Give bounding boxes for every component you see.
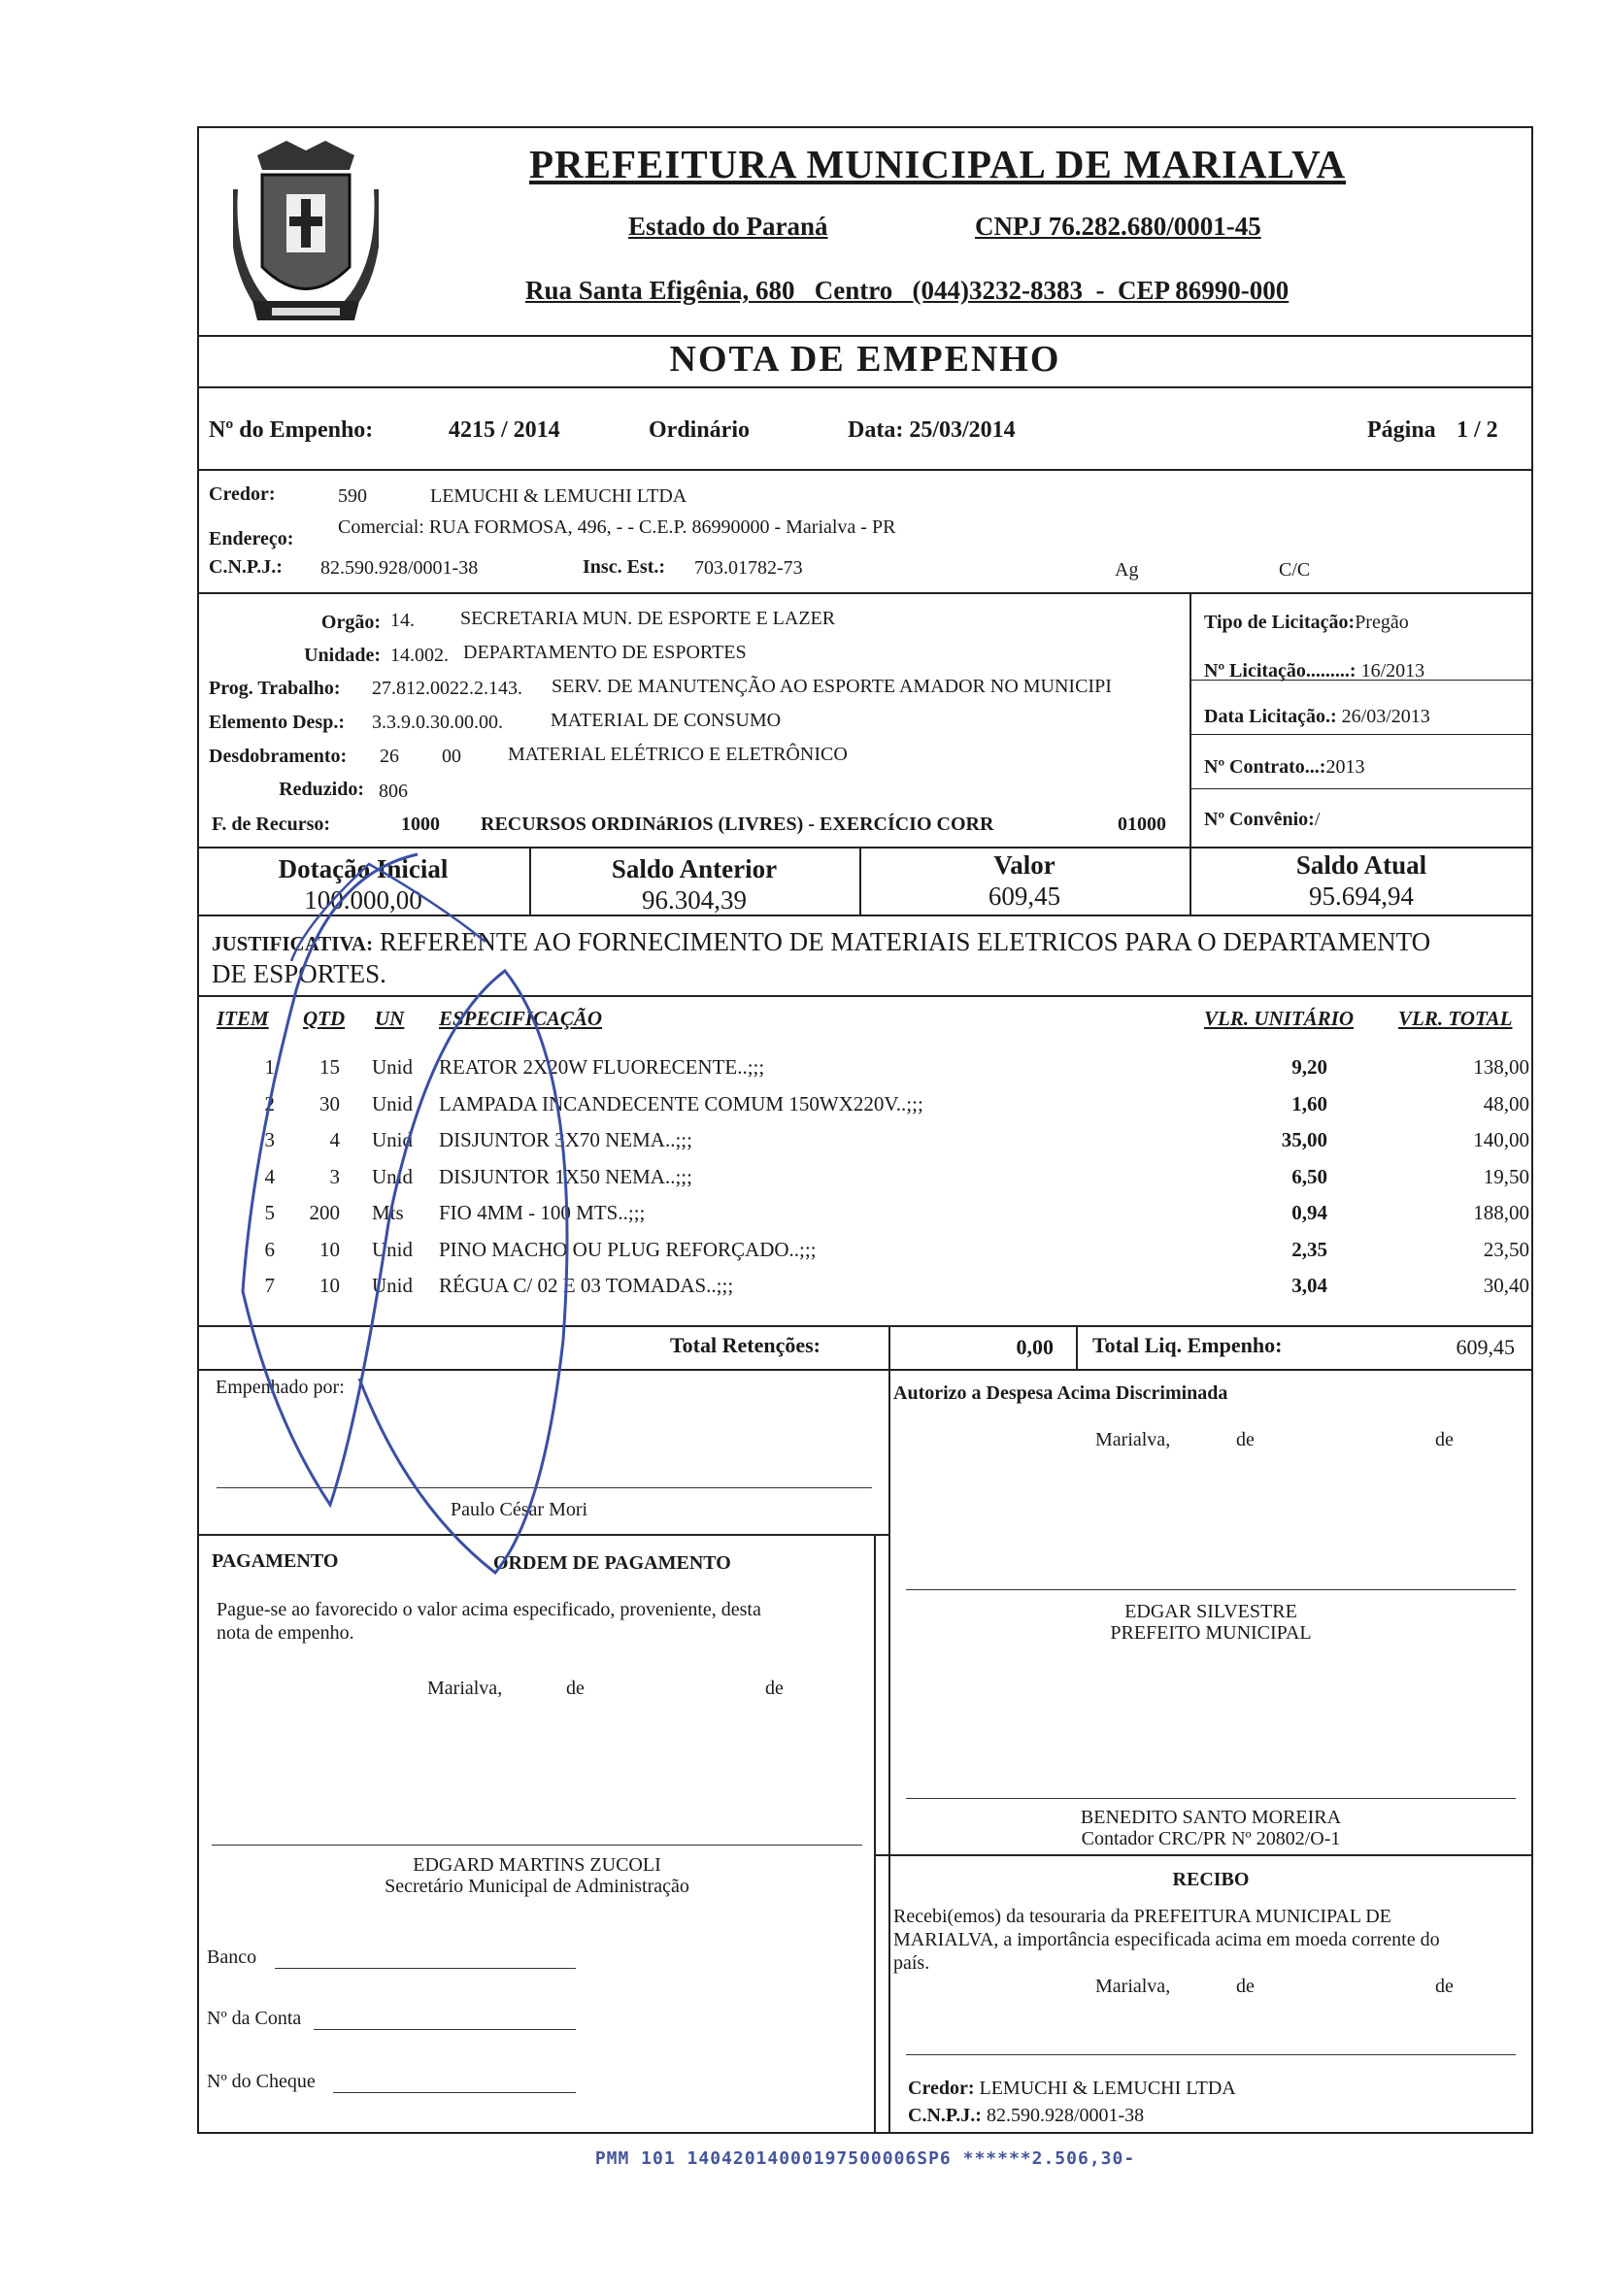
item-un: Unid [372, 1055, 413, 1079]
contador-name: BENEDITO SANTO MOREIRA [1080, 1807, 1342, 1828]
recibo-de-1: de [1236, 1976, 1255, 1997]
justificativa-text-line2: DE ESPORTES. [212, 959, 386, 988]
prog-label: Prog. Trabalho: [209, 678, 341, 699]
credor-insc: 703.01782-73 [694, 557, 803, 579]
contrato-value: 2013 [1325, 756, 1365, 778]
item-vunit: 35,00 [1281, 1128, 1327, 1151]
total-retencoes-value: 0,00 [1016, 1335, 1054, 1359]
item-qtd: 4 [329, 1128, 340, 1151]
elemento-label: Elemento Desp.: [209, 712, 345, 733]
item-vunit: 2,35 [1291, 1237, 1327, 1261]
credor-code: 590 [338, 485, 367, 507]
state-label: Estado do Paraná [628, 212, 828, 241]
pagamento-de-2: de [765, 1678, 784, 1699]
recibo-text-line1: Recebi(emos) da tesouraria da PREFEITURA MUNICIPAL DE [893, 1906, 1391, 1927]
credor-name: LEMUCHI & LEMUCHI LTDA [430, 485, 687, 507]
page-number: 1 / 2 [1457, 417, 1498, 443]
dotacao-label: Dotação Inicial [278, 854, 449, 883]
item-qtd: 200 [309, 1201, 340, 1224]
contrato-label: Nº Contrato...: [1204, 756, 1326, 778]
col-item: ITEM [217, 1007, 269, 1030]
item-un: Unid [372, 1274, 413, 1297]
pagamento-text-line1: Pague-se ao favorecido o valor acima especificado, proveniente, desta [217, 1599, 761, 1620]
orgao-code: 14. [390, 610, 415, 631]
empenho-type: Ordinário [649, 417, 751, 443]
fonte-number: 01000 [1118, 814, 1166, 835]
saldo-atual-value: 95.694,94 [1309, 882, 1414, 911]
cc-label: C/C [1279, 559, 1311, 581]
recibo-de-2: de [1435, 1976, 1454, 1997]
unidade-code: 14.002. [390, 645, 449, 666]
secretario-name: EDGARD MARTINS ZUCOLI [413, 1854, 661, 1876]
item-vunit: 3,04 [1291, 1274, 1327, 1297]
recibo-title: RECIBO [1172, 1869, 1250, 1890]
item-esp: LAMPADA INCANDECENTE COMUM 150WX220V..;;; [439, 1091, 923, 1115]
item-vunit: 6,50 [1291, 1164, 1327, 1188]
autorizo-city: Marialva, [1095, 1429, 1171, 1450]
address-field-label: Endereço: [209, 528, 294, 549]
prefeito-name: EDGAR SILVESTRE [1124, 1601, 1297, 1622]
item-un: Mts [372, 1201, 404, 1224]
prefeito-role: PREFEITO MUNICIPAL [1110, 1622, 1312, 1644]
cheque-label: Nº do Cheque [207, 2071, 316, 2092]
orgao-name: SECRETARIA MUN. DE ESPORTE E LAZER [460, 608, 836, 629]
credor-address: Comercial: RUA FORMOSA, 496, - - C.E.P. 86990000 - Marialva - PR [338, 516, 896, 538]
num-licitacao-value: 16/2013 [1360, 660, 1425, 682]
item-un: Unid [372, 1128, 413, 1151]
justificativa-text-line1: REFERENTE AO FORNECIMENTO DE MATERIAIS ELETRICOS PARA O DEPARTAMENTO [379, 927, 1431, 956]
credor-cnpj: 82.590.928/0001-38 [320, 557, 479, 579]
pagamento-de-1: de [566, 1678, 585, 1699]
dotacao-value: 100.000,00 [304, 885, 422, 915]
fonte-label: F. de Recurso: [212, 814, 331, 835]
recibo-city: Marialva, [1095, 1976, 1171, 1997]
reduzido-label: Reduzido: [279, 779, 364, 800]
pagamento-city: Marialva, [427, 1678, 503, 1699]
desdobramento-code1: 26 [380, 746, 399, 767]
item-esp: PINO MACHO OU PLUG REFORÇADO..;;; [439, 1237, 817, 1261]
saldo-anterior-label: Saldo Anterior [611, 854, 778, 883]
fonte-name: RECURSOS ORDINáRIOS (LIVRES) - EXERCÍCIO CORR [481, 814, 994, 835]
col-valor-unitario: VLR. UNITÁRIO [1204, 1007, 1355, 1030]
orgao-label: Orgão: [320, 612, 381, 633]
recibo-credor-name: LEMUCHI & LEMUCHI LTDA [979, 2078, 1236, 2099]
item-item: 6 [264, 1237, 275, 1261]
recibo-cnpj-value: 82.590.928/0001-38 [986, 2105, 1145, 2126]
recibo-text-line2: MARIALVA, a importância especificada acima em moeda corrente do [893, 1929, 1440, 1950]
item-item: 2 [264, 1091, 275, 1115]
col-especificacao: ESPECIFICAÇÃO [439, 1007, 603, 1030]
item-item: 5 [264, 1201, 275, 1224]
doc-title: NOTA DE EMPENHO [669, 339, 1061, 380]
item-vunit: 9,20 [1291, 1055, 1327, 1079]
desdobramento-name: MATERIAL ELÉTRICO E ELETRÔNICO [508, 744, 848, 765]
convenio-value: / [1314, 809, 1321, 830]
item-esp: DISJUNTOR 1X50 NEMA..;;; [439, 1164, 692, 1188]
item-vtotal: 188,00 [1473, 1201, 1529, 1224]
item-item: 4 [264, 1164, 275, 1188]
total-liquido-label: Total Liq. Empenho: [1092, 1333, 1283, 1357]
ordem-pagamento-title: ORDEM DE PAGAMENTO [493, 1552, 731, 1574]
item-vtotal: 138,00 [1473, 1055, 1529, 1079]
total-retencoes-label: Total Retenções: [670, 1333, 821, 1357]
col-un: UN [375, 1007, 405, 1030]
col-valor-total: VLR. TOTAL [1398, 1007, 1513, 1030]
empenho-label: Nº do Empenho: [209, 417, 374, 443]
data-licitacao-value: 26/03/2013 [1341, 706, 1430, 727]
item-esp: REATOR 2X20W FLUORECENTE..;;; [439, 1055, 765, 1079]
col-qtd: QTD [303, 1007, 346, 1030]
item-qtd: 3 [329, 1164, 340, 1188]
item-vunit: 0,94 [1291, 1201, 1327, 1224]
item-un: Unid [372, 1091, 413, 1115]
item-un: Unid [372, 1164, 413, 1188]
item-un: Unid [372, 1237, 413, 1261]
tipo-licitacao-value: Pregão [1355, 612, 1409, 633]
item-qtd: 30 [319, 1091, 340, 1115]
unidade-label: Unidade: [304, 645, 381, 666]
justificativa-label: JUSTIFICATIVA: [212, 932, 374, 955]
unidade-name: DEPARTAMENTO DE ESPORTES [463, 642, 747, 663]
footer-print-code: PMM 101 14042014000197500006SP6 ******2.506,30- [594, 2148, 1136, 2169]
valor-value: 609,45 [988, 882, 1061, 911]
page-label: Página [1367, 417, 1436, 443]
item-item: 7 [264, 1274, 275, 1297]
autorizo-de-1: de [1236, 1429, 1255, 1450]
cnpj-field-label: C.N.P.J.: [209, 556, 283, 578]
desdobramento-label: Desdobramento: [209, 746, 348, 767]
item-qtd: 10 [319, 1274, 340, 1297]
empenhado-signatory: Paulo César Mori [451, 1499, 588, 1520]
recibo-credor-label: Credor: [908, 2078, 975, 2099]
item-vtotal: 19,50 [1483, 1164, 1529, 1188]
prog-name: SERV. DE MANUTENÇÃO AO ESPORTE AMADOR NO MUNICIPI [552, 676, 1112, 697]
total-liquido-value: 609,45 [1456, 1335, 1515, 1359]
contador-role: Contador CRC/PR Nº 20802/O-1 [1081, 1828, 1341, 1849]
pagamento-label: PAGAMENTO [212, 1550, 339, 1572]
tipo-licitacao-label: Tipo de Licitação: [1204, 612, 1356, 633]
data-licitacao-label: Data Licitação.: [1204, 706, 1337, 727]
item-vtotal: 30,40 [1483, 1274, 1529, 1297]
coat-of-arms-icon [233, 131, 379, 335]
item-qtd: 15 [319, 1055, 340, 1079]
handwritten-signature [214, 835, 680, 1592]
address-label: Rua Santa Efigênia, 680 Centro (044)3232-8383 - CEP 86990-000 [525, 276, 1290, 305]
elemento-name: MATERIAL DE CONSUMO [551, 710, 782, 731]
autorizo-de-2: de [1435, 1429, 1454, 1450]
empenhado-por-label: Empenhado por: [216, 1377, 345, 1398]
insc-label: Insc. Est.: [583, 556, 666, 578]
secretario-role: Secretário Municipal de Administração [385, 1876, 689, 1897]
convenio-label: Nº Convênio: [1204, 809, 1315, 830]
item-item: 3 [264, 1128, 275, 1151]
page-title: PREFEITURA MUNICIPAL DE MARIALVA [529, 142, 1347, 186]
cnpj-label: CNPJ 76.282.680/0001-45 [975, 212, 1261, 241]
recibo-text-line3: país. [893, 1952, 930, 1974]
item-qtd: 10 [319, 1237, 340, 1261]
autorizo-label: Autorizo a Despesa Acima Discriminada [893, 1382, 1228, 1404]
saldo-anterior-value: 96.304,39 [642, 885, 747, 915]
item-vtotal: 48,00 [1483, 1091, 1529, 1115]
banco-label: Banco [207, 1947, 257, 1968]
empenho-number: 4215 / 2014 [449, 417, 560, 443]
prog-code: 27.812.0022.2.143. [372, 678, 522, 699]
valor-label: Valor [993, 850, 1055, 880]
item-vtotal: 23,50 [1483, 1237, 1529, 1261]
fonte-code: 1000 [401, 814, 440, 835]
item-esp: RÉGUA C/ 02 E 03 TOMADAS..;;; [439, 1274, 734, 1297]
desdobramento-code2: 00 [442, 746, 461, 767]
num-licitacao-label: Nº Licitação.........: [1204, 660, 1357, 682]
saldo-atual-label: Saldo Atual [1295, 850, 1427, 880]
item-item: 1 [264, 1055, 275, 1079]
item-vunit: 1,60 [1291, 1091, 1327, 1115]
pagamento-text-line2: nota de empenho. [217, 1622, 354, 1644]
item-esp: DISJUNTOR 3X70 NEMA..;;; [439, 1128, 692, 1151]
empenho-date: Data: 25/03/2014 [848, 417, 1016, 443]
conta-label: Nº da Conta [207, 2008, 302, 2029]
credor-label: Credor: [209, 483, 276, 505]
ag-label: Ag [1115, 559, 1139, 581]
item-vtotal: 140,00 [1473, 1128, 1529, 1151]
reduzido-value: 806 [379, 781, 408, 802]
recibo-cnpj-label: C.N.P.J.: [908, 2105, 982, 2126]
elemento-code: 3.3.9.0.30.00.00. [372, 712, 503, 733]
item-esp: FIO 4MM - 100 MTS..;;; [439, 1201, 646, 1224]
